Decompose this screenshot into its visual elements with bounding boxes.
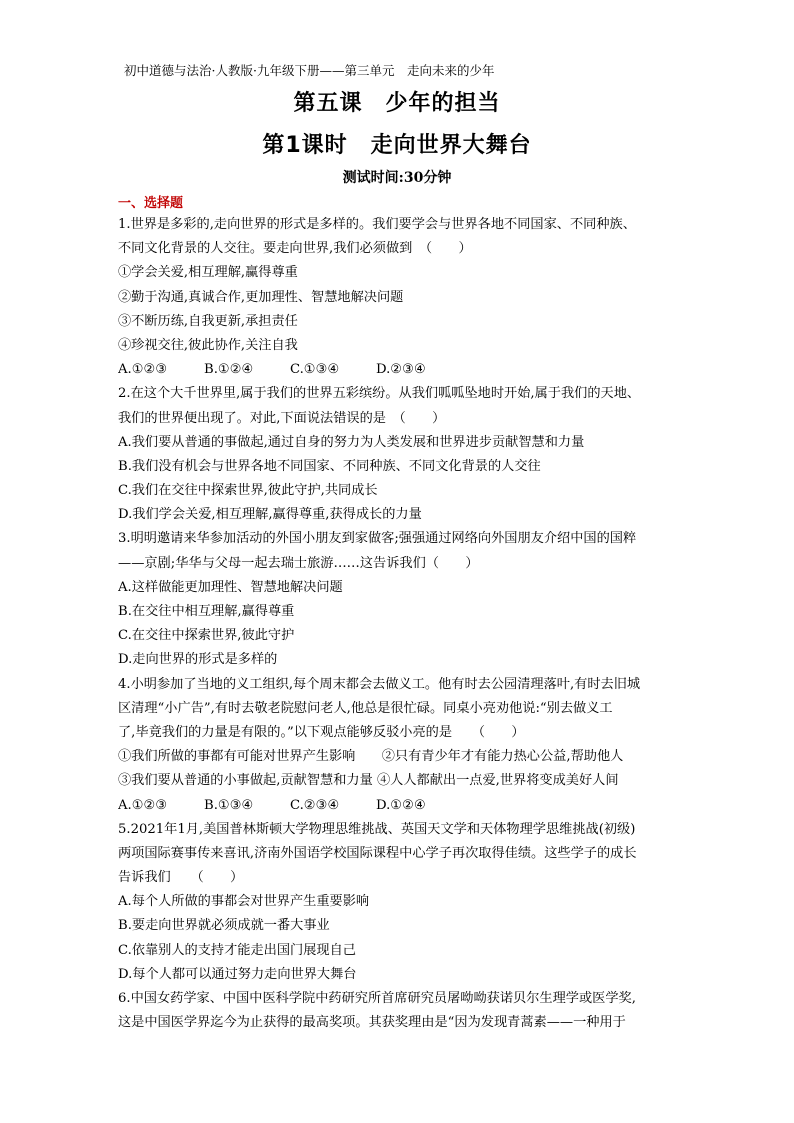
option-c[interactable]: C.在交往中探索世界,彼此守护 [118, 628, 295, 644]
option-c[interactable]: C.①③④ [290, 362, 340, 378]
question-stem-line: 5.2021年1月,美国普林斯顿大学物理思维挑战、英国天文学和天体物理学思维挑战(初级) [118, 821, 636, 837]
option-a[interactable]: A.我们要从普通的事做起,通过自身的努力为人类发展和世界进步贡献智慧和力量 [118, 434, 585, 450]
statement-item: ②勤于沟通,真诚合作,更加理性、智慧地解决问题 [118, 289, 404, 305]
question-stem-line: 4.小明参加了当地的义工组织,每个周末都会去做义工。他有时去公园清理落叶,有时去旧城 [118, 676, 641, 692]
question-stem-line: 不同文化背景的人交往。要走向世界,我们必须做到 （ ） [118, 241, 472, 257]
question-stem-line: 区清理“小广告”,有时去敬老院慰问老人,他总是很忙碌。同桌小亮劝他说:“别去做义工 [118, 700, 613, 716]
option-a[interactable]: A.这样做能更加理性、智慧地解决问题 [118, 579, 343, 595]
statement-item: ①我们所做的事都有可能对世界产生影响 ②只有青少年才有能力热心公益,帮助他人 [118, 749, 624, 765]
question-stem-line: ——京剧;华华与父母一起去瑞士旅游……这告诉我们（ ） [118, 555, 479, 571]
option-b[interactable]: B.我们没有机会与世界各地不同国家、不同种族、不同文化背景的人交往 [118, 458, 541, 474]
option-d[interactable]: D.每个人都可以通过努力走向世界大舞台 [118, 966, 357, 982]
question-stem-line: 6.中国女药学家、中国中医科学院中药研究所首席研究员屠呦呦获诺贝尔生理学或医学奖, [118, 991, 636, 1006]
option-d[interactable]: D.走向世界的形式是多样的 [118, 652, 278, 668]
option-b[interactable]: B.①②④ [204, 362, 254, 378]
question-list [118, 213, 690, 1035]
option-d[interactable]: D.我们学会关爱,相互理解,赢得尊重,获得成长的力量 [118, 507, 422, 523]
statement-item: ③不断历练,自我更新,承担责任 [118, 313, 298, 329]
option-c[interactable]: C.②③④ [290, 797, 340, 813]
option-c[interactable]: C.依靠别人的支持才能走出国门展现自己 [118, 942, 356, 958]
question-stem-line: 1.世界是多彩的,走向世界的形式是多样的。我们要学会与世界各地不同国家、不同种族、 [118, 217, 636, 232]
option-a[interactable]: A.每个人所做的事都会对世界产生重要影响 [118, 894, 370, 910]
option-b[interactable]: B.①③④ [204, 797, 254, 813]
question-stem-line: 3.明明邀请来华参加活动的外国小朋友到家做客;强强通过网络向外国朋友介绍中国的国粹 [118, 531, 637, 547]
statement-item: ①学会关爱,相互理解,赢得尊重 [118, 265, 298, 281]
option-d[interactable]: D.①②④ [376, 797, 426, 813]
answer-options [118, 794, 690, 818]
option-b[interactable]: B.要走向世界就必须成就一番大事业 [118, 918, 330, 934]
section-title: 一、选择题 [118, 196, 184, 211]
option-d[interactable]: D.②③④ [376, 362, 426, 378]
option-a[interactable]: A.①②③ [118, 797, 168, 813]
option-b[interactable]: B.在交往中相互理解,赢得尊重 [118, 604, 295, 619]
question-stem-line: 了,毕竟我们的力量是有限的。”以下观点能够反驳小亮的是 （ ） [118, 724, 525, 740]
question-stem-line: 这是中国医学界迄今为止获得的最高奖项。其获奖理由是“因为发现青蒿素——一种用于 [118, 1015, 626, 1031]
course-header: 初中道德与法治·人教版·九年级下册——第三单元 走向未来的少年 [124, 63, 495, 78]
question-stem-line: 两项国际赛事传来喜讯,济南外国语学校国际课程中心学子再次取得佳绩。这些学子的成长 [118, 845, 637, 861]
question-stem-line: 2.在这个大千世界里,属于我们的世界五彩缤纷。从我们呱呱坠地时开始,属于我们的天地、 [118, 386, 641, 402]
statement-item: ④珍视交往,彼此协作,关注自我 [118, 337, 298, 353]
option-a[interactable]: A.①②③ [118, 362, 168, 378]
statement-item: ③我们要从普通的小事做起,贡献智慧和力量 ④人人都献出一点爱,世界将变成美好人间 [118, 773, 619, 789]
question-stem-line: 告诉我们 （ ） [118, 870, 244, 886]
answer-options [118, 358, 690, 382]
test-time: 测试时间:30分钟 [342, 170, 452, 186]
option-c[interactable]: C.我们在交往中探索世界,彼此守护,共同成长 [118, 483, 378, 499]
question-stem-line: 我们的世界便出现了。对此,下面说法错误的是 （ ） [118, 410, 446, 426]
session-title: 第1课时 走向世界大舞台 [262, 133, 532, 158]
lesson-title: 第五课 少年的担当 [293, 91, 501, 116]
